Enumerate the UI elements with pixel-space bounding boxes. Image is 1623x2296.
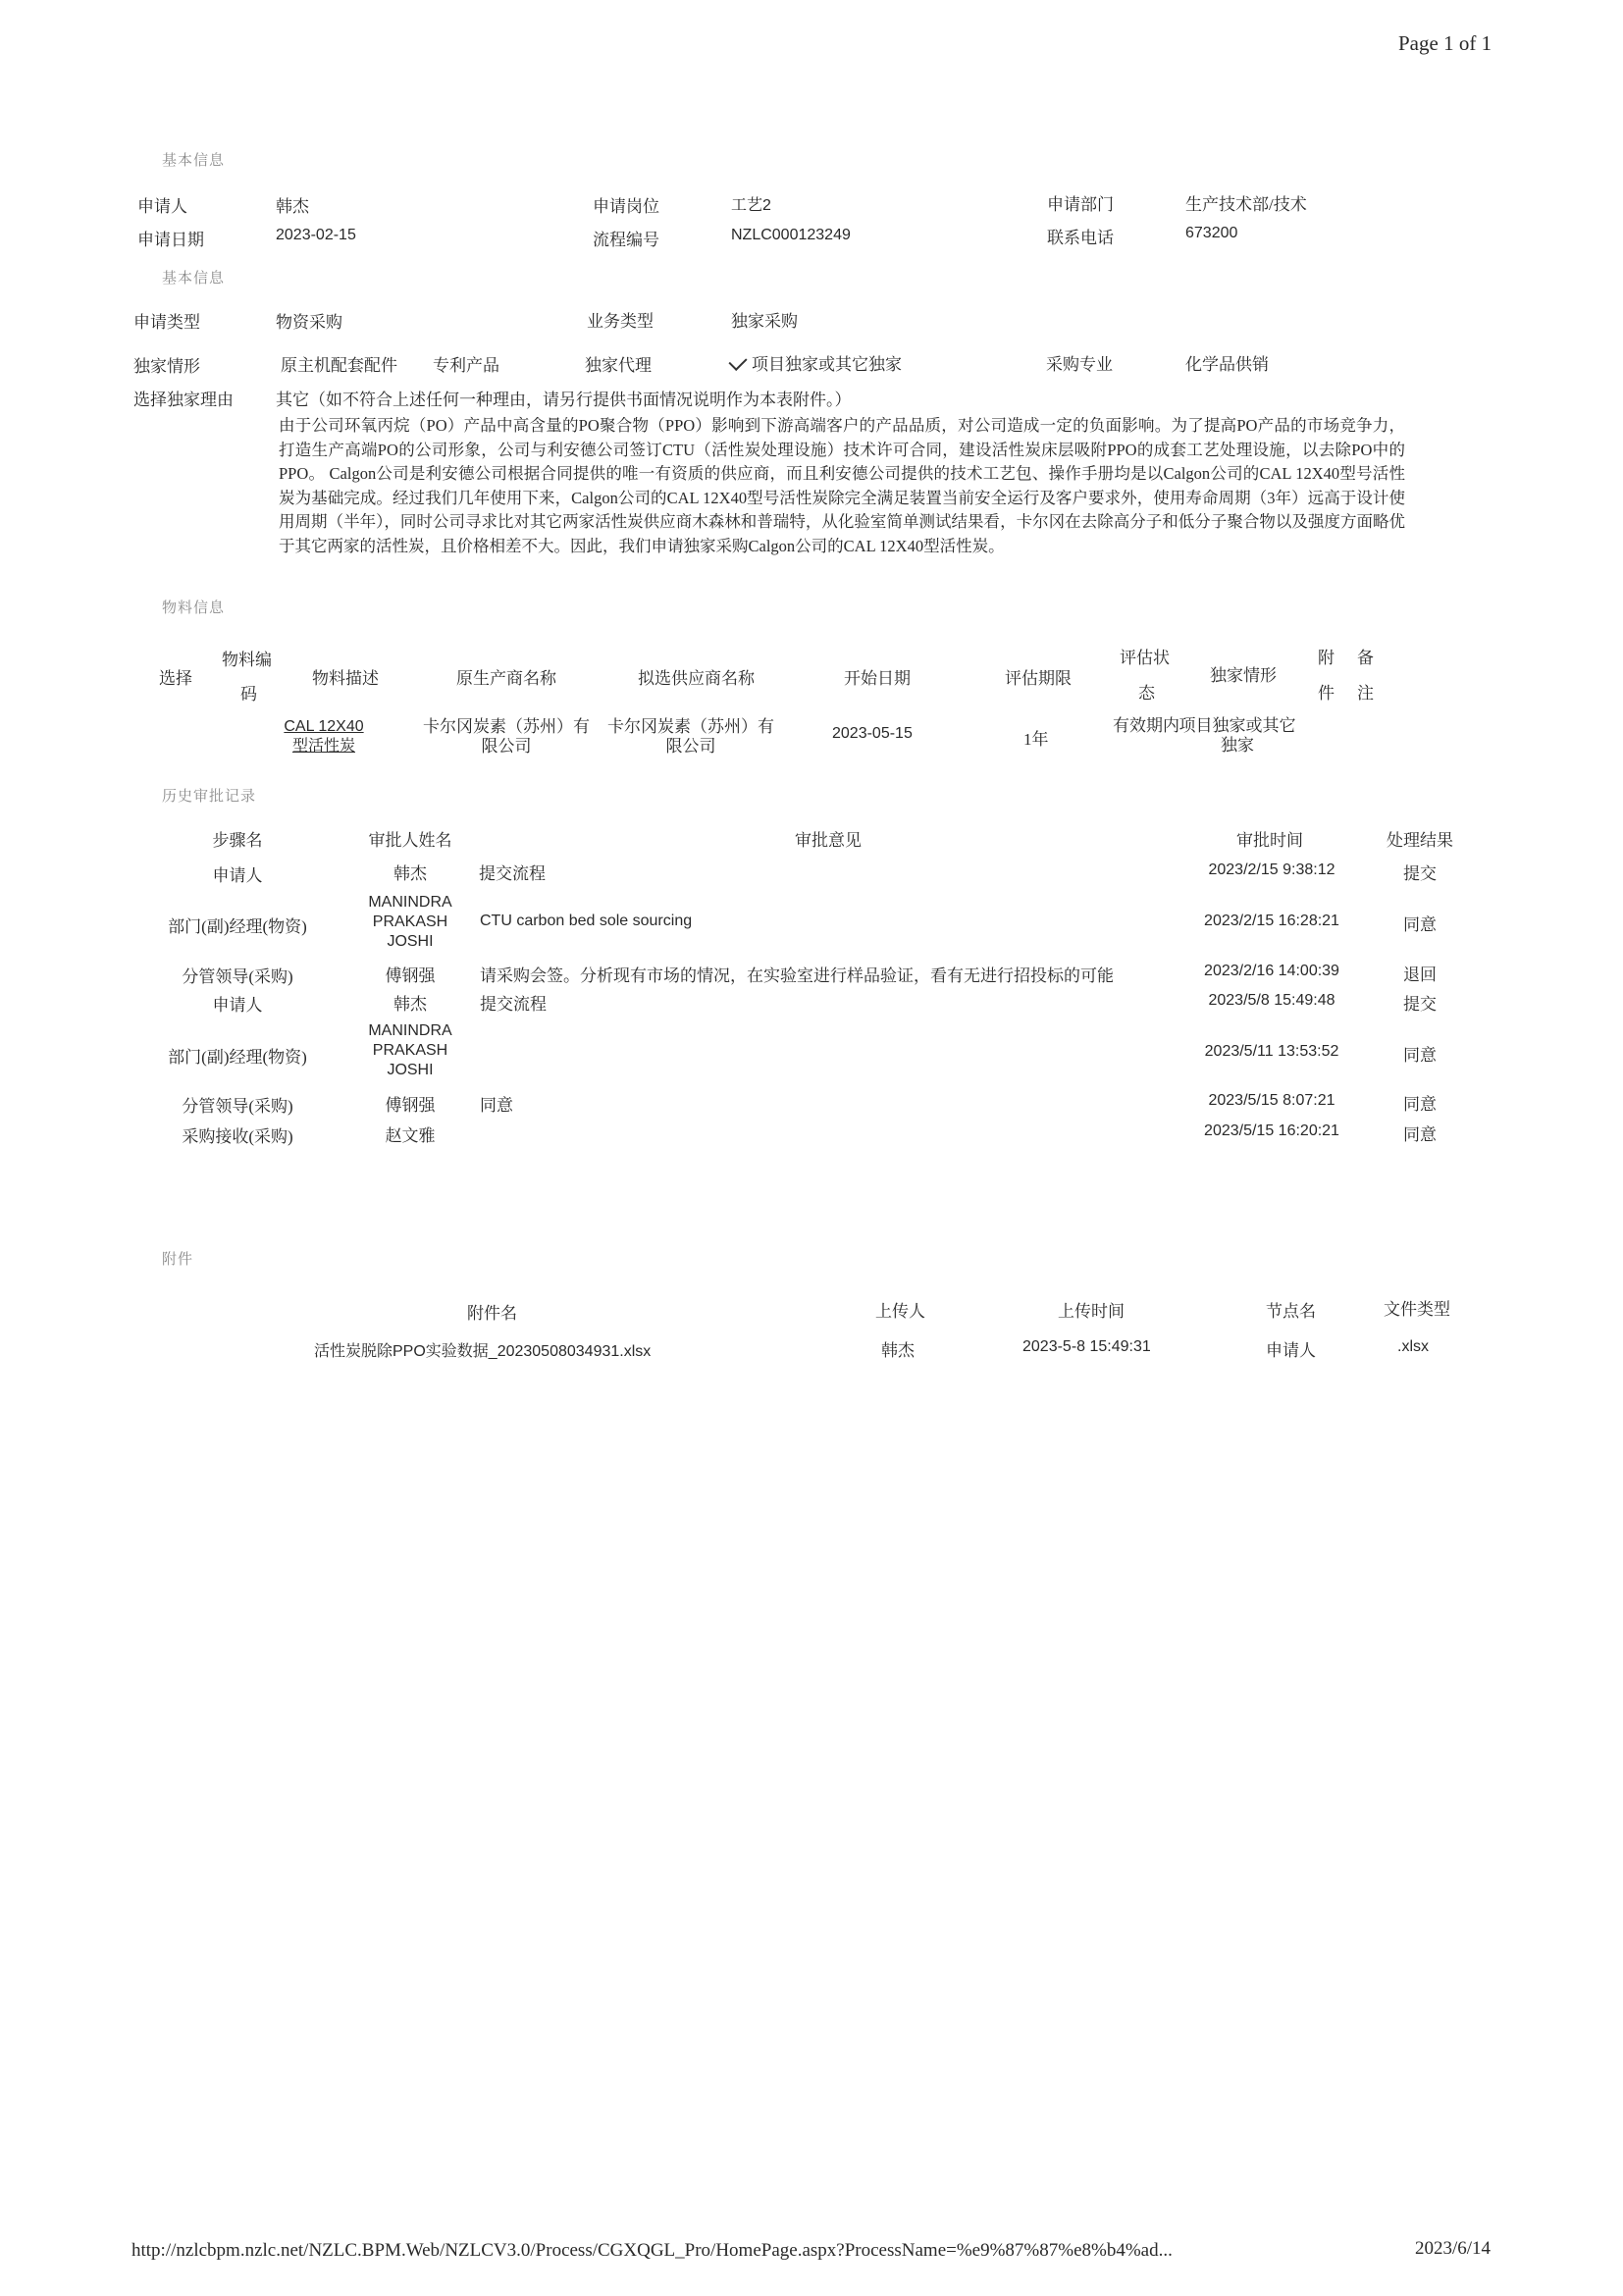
- material-exclusive: 项目独家或其它独家: [1178, 716, 1296, 755]
- material-desc-link[interactable]: CAL 12X40型活性炭: [284, 718, 364, 755]
- col-supplier: 拟选供应商名称: [638, 669, 755, 688]
- section-title-material: 物料信息: [162, 600, 226, 616]
- col-attach-name: 附件名: [467, 1304, 517, 1323]
- history-result: 退回: [1403, 965, 1437, 984]
- col-eval-period: 评估期限: [1005, 669, 1072, 688]
- history-result: 同意: [1403, 1095, 1437, 1114]
- position-label: 申请岗位: [593, 197, 659, 216]
- history-opinion: 提交流程: [479, 864, 546, 883]
- history-result: 同意: [1403, 1046, 1437, 1065]
- date-label: 申请日期: [137, 231, 204, 249]
- purchase-specialty-label: 采购专业: [1046, 355, 1113, 374]
- attachment-uploader: 韩杰: [881, 1341, 915, 1360]
- section-title-basic-info: 基本信息: [162, 153, 226, 169]
- section-title-request: 基本信息: [162, 271, 226, 287]
- exclusive-label: 独家情形: [133, 357, 200, 376]
- history-result: 同意: [1403, 915, 1437, 934]
- history-step: 申请人: [212, 996, 263, 1015]
- col-step: 步骤名: [212, 831, 263, 850]
- phone-label: 联系电话: [1047, 229, 1114, 247]
- footer-url: http://nzlcbpm.nzlc.net/NZLC.BPM.Web/NZLCV3.0/Process/CGXQGL_Pro/HomePage.aspx?ProcessName=%e9%87%87%e8%b4%ad...: [131, 2240, 1173, 2261]
- col-start-date: 开始日期: [844, 669, 911, 688]
- exclusive-option-2[interactable]: 专利产品: [433, 356, 499, 375]
- history-time: 2023/5/15 8:07:21: [1208, 1092, 1335, 1109]
- col-exclusive: 独家情形: [1210, 666, 1277, 685]
- process-no-label: 流程编号: [593, 231, 659, 249]
- material-supplier: 卡尔冈炭素（苏州）有限公司: [607, 717, 774, 756]
- col-remark-1: 备: [1357, 649, 1374, 667]
- applicant-label: 申请人: [137, 197, 187, 216]
- attachment-node: 申请人: [1266, 1341, 1316, 1360]
- col-select: 选择: [159, 669, 192, 688]
- col-desc: 物料描述: [312, 669, 379, 688]
- section-title-history: 历史审批记录: [162, 789, 257, 805]
- checkmark-icon: [728, 352, 747, 371]
- col-code-1: 物料编: [222, 651, 272, 669]
- history-approver: MANINDRA PRAKASH JOSHI: [368, 1022, 452, 1078]
- history-time: 2023/2/16 14:00:39: [1204, 963, 1339, 979]
- exclusive-option-4-checked[interactable]: [730, 350, 902, 375]
- col-result: 处理结果: [1387, 831, 1453, 850]
- history-result: 同意: [1403, 1125, 1437, 1144]
- history-time: 2023/5/8 15:49:48: [1208, 992, 1335, 1009]
- history-opinion: 请采购会签。分析现有市场的情况，在实验室进行样品验证，看有无进行招投标的可能: [480, 966, 1114, 985]
- history-approver: MANINDRA PRAKASH JOSHI: [368, 894, 452, 950]
- col-eval-status-1: 评估状: [1120, 649, 1170, 667]
- process-no-value: NZLC000123249: [731, 227, 851, 243]
- page-number: Page 1 of 1: [1398, 31, 1492, 55]
- col-approver: 审批人姓名: [368, 831, 452, 850]
- col-remark-2: 注: [1357, 684, 1374, 703]
- history-opinion: CTU carbon bed sole sourcing: [480, 913, 693, 929]
- history-time: 2023/5/11 13:53:52: [1204, 1043, 1339, 1060]
- biz-type-label: 业务类型: [587, 312, 654, 331]
- col-time: 审批时间: [1236, 831, 1303, 850]
- col-attach-2: 件: [1318, 684, 1335, 703]
- exclusive-option-3[interactable]: 独家代理: [585, 356, 652, 375]
- history-approver: 韩杰: [393, 995, 427, 1014]
- material-eval-period: 1年: [1023, 730, 1049, 749]
- history-step: 部门(副)经理(物资): [168, 917, 307, 936]
- material-manufacturer: 卡尔冈炭素（苏州）有限公司: [423, 717, 590, 756]
- history-approver: 赵文雅: [385, 1126, 436, 1145]
- date-value: 2023-02-15: [276, 227, 356, 243]
- history-step: 分管领导(采购): [182, 1097, 293, 1116]
- col-uploader: 上传人: [875, 1302, 925, 1321]
- request-type-label: 申请类型: [133, 313, 200, 332]
- history-approver: 韩杰: [393, 864, 427, 883]
- history-result: 提交: [1403, 864, 1437, 883]
- col-opinion: 审批意见: [795, 831, 862, 850]
- history-result: 提交: [1403, 995, 1437, 1014]
- col-attach-1: 附: [1318, 649, 1335, 667]
- col-file-type: 文件类型: [1384, 1300, 1450, 1319]
- applicant-value: 韩杰: [276, 197, 309, 216]
- exclusive-option-1[interactable]: 原主机配套配件: [281, 356, 397, 375]
- col-eval-status-2: 态: [1138, 684, 1155, 703]
- history-step: 部门(副)经理(物资): [168, 1048, 307, 1067]
- purchase-specialty-value: 化学品供销: [1185, 355, 1269, 374]
- history-approver: 傅钢强: [385, 1096, 436, 1115]
- footer-date: 2023/6/14: [1415, 2238, 1492, 2259]
- attachment-upload-time: 2023-5-8 15:49:31: [1022, 1338, 1151, 1355]
- history-approver: 傅钢强: [385, 966, 436, 985]
- request-type-value: 物资采购: [276, 313, 342, 332]
- biz-type-value: 独家采购: [731, 312, 798, 331]
- history-step: 分管领导(采购): [182, 967, 293, 986]
- department-label: 申请部门: [1047, 195, 1114, 214]
- col-node: 节点名: [1266, 1302, 1316, 1321]
- reason-label: 选择独家理由: [133, 391, 234, 409]
- section-title-attachments: 附件: [162, 1252, 194, 1268]
- col-upload-time: 上传时间: [1058, 1302, 1125, 1321]
- material-start-date: 2023-05-15: [832, 725, 913, 742]
- attachment-file-type: .xlsx: [1397, 1338, 1429, 1355]
- history-time: 2023/2/15 9:38:12: [1208, 861, 1335, 878]
- history-step: 申请人: [212, 866, 263, 885]
- reason-text: 由于公司环氧丙烷（PO）产品中高含量的PO聚合物（PPO）影响到下游高端客户的产品品质，对公司造成一定的负面影响。为了提高PO产品的市场竞争力，打造生产高端PO的公司形象，公司与利安德公司签订CTU（活性炭处理设施）技术许可合同，建设活性炭床层吸附PPO的成套工艺处理设施，以去除PO中的PPO。 Calgon公司是利安德公司根据合同提供的唯一有资质的供应商，而且利安德公司提供的技术工艺包、操作手册均是以Calgon公司的CAL 12X40型号活性炭为基础完成。经过我们几年使用下来，Calgon公司的CAL 12X40型号活性炭除完全满足装置当前安全运行及客户要求外，使用寿命周期（3年）远高于设计使用周期（半年），同时公司寻求比对其它两家活性炭供应商木森林和普瑞特，从化验室简单测试结果看，卡尔冈在去除高分子和低分子聚合物以及强度方面略优于其它两家的活性炭，且价格相差不大。因此，我们申请独家采购Calgon公司的CAL 12X40型活性炭。: [279, 416, 1405, 555]
- history-time: 2023/5/15 16:20:21: [1204, 1122, 1339, 1139]
- history-opinion: 同意: [480, 1096, 513, 1115]
- phone-value: 673200: [1185, 225, 1238, 241]
- department-value: 生产技术部/技术: [1185, 195, 1307, 214]
- reason-hint: 其它（如不符合上述任何一种理由，请另行提供书面情况说明作为本表附件。）: [276, 391, 852, 409]
- history-opinion: 提交流程: [480, 995, 547, 1014]
- attachment-file-link[interactable]: 活性炭脱除PPO实验数据_20230508034931.xlsx: [314, 1343, 652, 1360]
- position-value: 工艺2: [731, 197, 771, 214]
- material-eval-status: 有效期内: [1113, 716, 1179, 735]
- col-manufacturer: 原生产商名称: [456, 669, 556, 688]
- col-code-2: 码: [240, 685, 257, 704]
- history-time: 2023/2/15 16:28:21: [1204, 913, 1339, 929]
- exclusive-option-4-label: 项目独家或其它独家: [752, 355, 902, 374]
- history-step: 采购接收(采购): [182, 1127, 293, 1146]
